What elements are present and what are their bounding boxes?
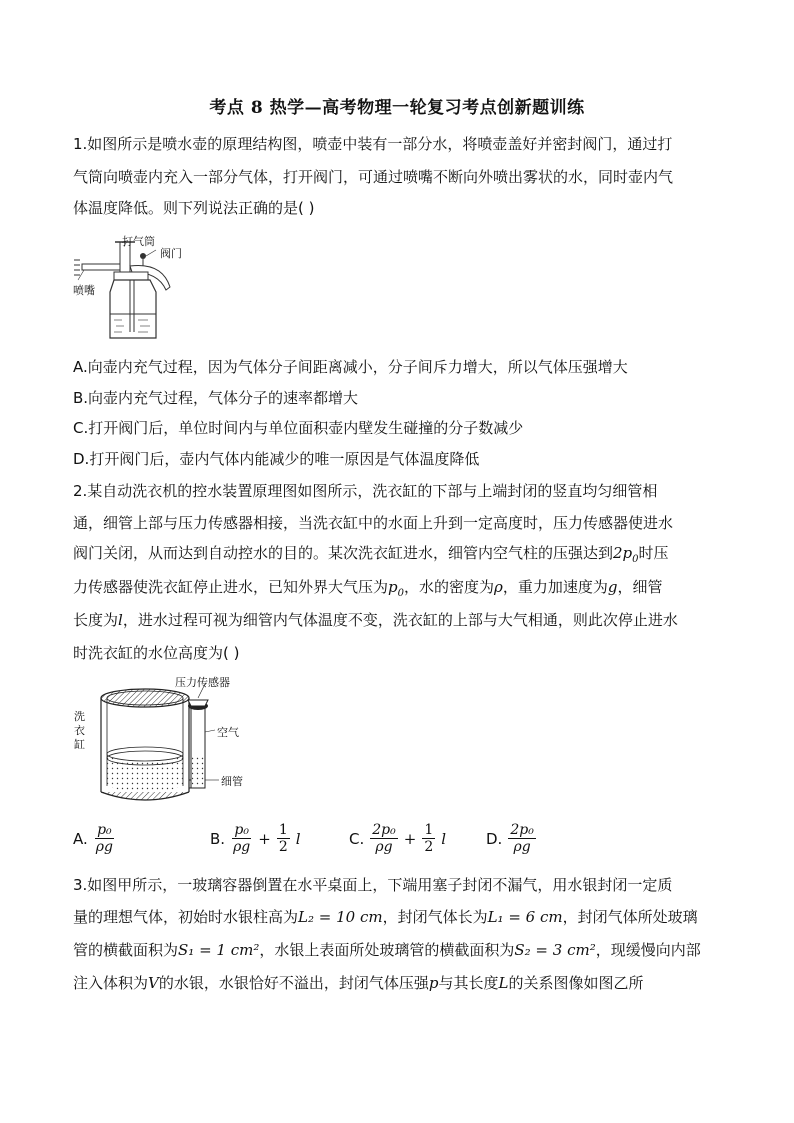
q2-option-b: B. $\frac{\text{p₀}}{\rho g}$ + $\frac{1}{2}$ l	[210, 822, 301, 855]
q1-option-b: B.向壶内充气过程，气体分子的速率都增大	[73, 389, 359, 407]
pump-label: 打气筒	[122, 235, 155, 248]
q2-option-a: A. $\frac{\text{p₀}}{\rho g}$	[73, 822, 113, 855]
q1-stem-line-3: 体温度降低。则下列说法正确的是( )	[73, 199, 315, 217]
q2-stem-line-2: 通，细管上部与压力传感器相接，当洗衣缸中的水面上升到一定高度时，压力传感器使进水	[73, 514, 674, 532]
nozzle-label: 喷嘴	[73, 284, 95, 297]
q2-option-d: D. $\frac{\text{2p₀}}{\rho g}$	[486, 822, 534, 855]
q1-stem-line-1: 1.如图所示是喷水壶的原理结构图，喷壶中装有一部分水，将喷壶盖好并密封阀门，通过打	[73, 135, 673, 153]
q3-stem-line-2: 量的理想气体，初始时水银柱高为L₂ = 10 cm，封闭气体长为L₁ = 6 cm，封闭气体所处玻璃	[73, 908, 698, 926]
tub-label-1: 洗	[74, 710, 85, 723]
q2-stem-line-3: 阀门关闭，从而达到自动控水的目的。某次洗衣缸进水，细管内空气柱的压强达到$2p_0$时压	[73, 544, 669, 565]
sensor-label: 压力传感器	[175, 676, 230, 689]
air-label: 空气	[217, 726, 239, 739]
tube-label: 细管	[221, 775, 243, 788]
q3-stem-line-3: 管的横截面积为S₁ = 1 cm²，水银上表面所处玻璃管的横截面积为S₂ = 3 cm²，现缓慢向内部	[73, 941, 701, 959]
valve-label: 阀门	[160, 247, 182, 260]
tub-label-2: 衣	[74, 724, 85, 737]
page-title: 考点 8 热学—高考物理一轮复习考点创新题训练	[209, 98, 585, 118]
q2-stem-line-1: 2.某自动洗衣机的控水装置原理图如图所示，洗衣缸的下部与上端封闭的竖直均匀细管相	[73, 482, 658, 500]
q1-stem-line-2: 气筒向喷壶内充入一部分气体，打开阀门，可通过喷嘴不断向外喷出雾状的水，同时壶内气	[73, 168, 674, 186]
washing-machine-figure	[95, 676, 255, 811]
q1-option-c: C.打开阀门后，单位时间内与单位面积壶内壁发生碰撞的分子数减少	[73, 419, 524, 437]
q2-option-c: C. $\frac{\text{2p₀}}{\rho g}$ + $\frac{1}{2}$ l	[349, 822, 447, 855]
q2-stem-line-4: 力传感器使洗衣缸停止进水，已知外界大气压为$p_0$，水的密度为ρ，重力加速度为g，细管	[73, 578, 663, 599]
q3-stem-line-1: 3.如图甲所示，一玻璃容器倒置在水平桌面上，下端用塞子封闭不漏气，用水银封闭一定质	[73, 876, 673, 894]
q2-stem-line-6: 时洗衣缸的水位高度为( )	[73, 644, 240, 662]
q1-option-d: D.打开阀门后，壶内气体内能减少的唯一原因是气体温度降低	[73, 450, 480, 468]
q1-option-a: A.向壶内充气过程，因为气体分子间距离减小，分子间斥力增大，所以气体压强增大	[73, 358, 628, 376]
q3-stem-line-4: 注入体积为V的水银，水银恰好不溢出，封闭气体压强p与其长度L的关系图像如图乙所	[73, 974, 644, 992]
tub-label-3: 缸	[74, 738, 85, 751]
q2-stem-line-5: 长度为l，进水过程可视为细管内气体温度不变，洗衣缸的上部与大气相通，则此次停止进水	[73, 611, 678, 629]
